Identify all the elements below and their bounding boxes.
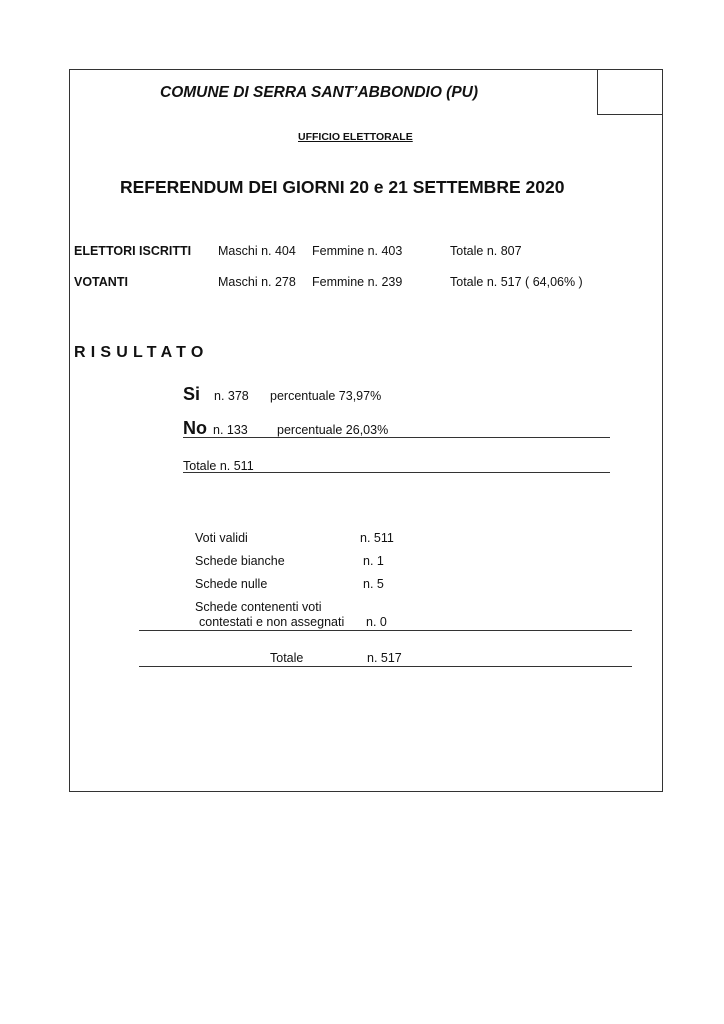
referendum-title: REFERENDUM DEI GIORNI 20 e 21 SETTEMBRE 2020 [120, 177, 565, 197]
contestati-underline [139, 630, 632, 631]
no-label: No [183, 418, 207, 438]
contestati-label-line2: contestati e non assegnati [199, 615, 345, 629]
risultato-totale: Totale n. 511 [183, 459, 254, 473]
totale-underline [183, 472, 610, 473]
elettori-femmine: Femmine n. 403 [312, 244, 403, 258]
votanti-maschi: Maschi n. 278 [218, 275, 296, 289]
schede-bianche-value: n. 1 [363, 554, 384, 568]
votanti-label: VOTANTI [74, 275, 128, 289]
si-label: Si [183, 384, 201, 404]
dettaglio-totale-underline [139, 666, 632, 667]
voti-validi-value: n. 511 [360, 531, 394, 545]
elettori-maschi: Maschi n. 404 [218, 244, 296, 258]
schede-bianche-label: Schede bianche [195, 554, 285, 568]
ufficio-heading: UFFICIO ELETTORALE [298, 131, 413, 143]
contestati-value: n. 0 [366, 615, 387, 629]
no-count: n. 133 [213, 423, 248, 437]
no-underline [183, 437, 610, 438]
elettori-totale: Totale n. 807 [450, 244, 522, 258]
voti-validi-label: Voti validi [195, 531, 248, 545]
schede-nulle-value: n. 5 [363, 577, 384, 591]
votanti-totale: Totale n. 517 ( 64,06% ) [450, 275, 583, 289]
no-percentage: percentuale 26,03% [277, 423, 389, 437]
risultato-heading: RISULTATO [74, 344, 209, 361]
si-count: n. 378 [214, 389, 249, 403]
si-percentage: percentuale 73,97% [270, 389, 382, 403]
corner-stamp-box [597, 69, 663, 115]
dettaglio-totale-label: Totale [270, 651, 304, 665]
votanti-femmine: Femmine n. 239 [312, 275, 403, 289]
contestati-label-line1: Schede contenenti voti [195, 600, 322, 614]
dettaglio-totale-value: n. 517 [367, 651, 402, 665]
comune-title: COMUNE DI SERRA SANT’ABBONDIO (PU) [160, 84, 479, 101]
schede-nulle-label: Schede nulle [195, 577, 268, 591]
elettori-label: ELETTORI ISCRITTI [74, 244, 192, 258]
